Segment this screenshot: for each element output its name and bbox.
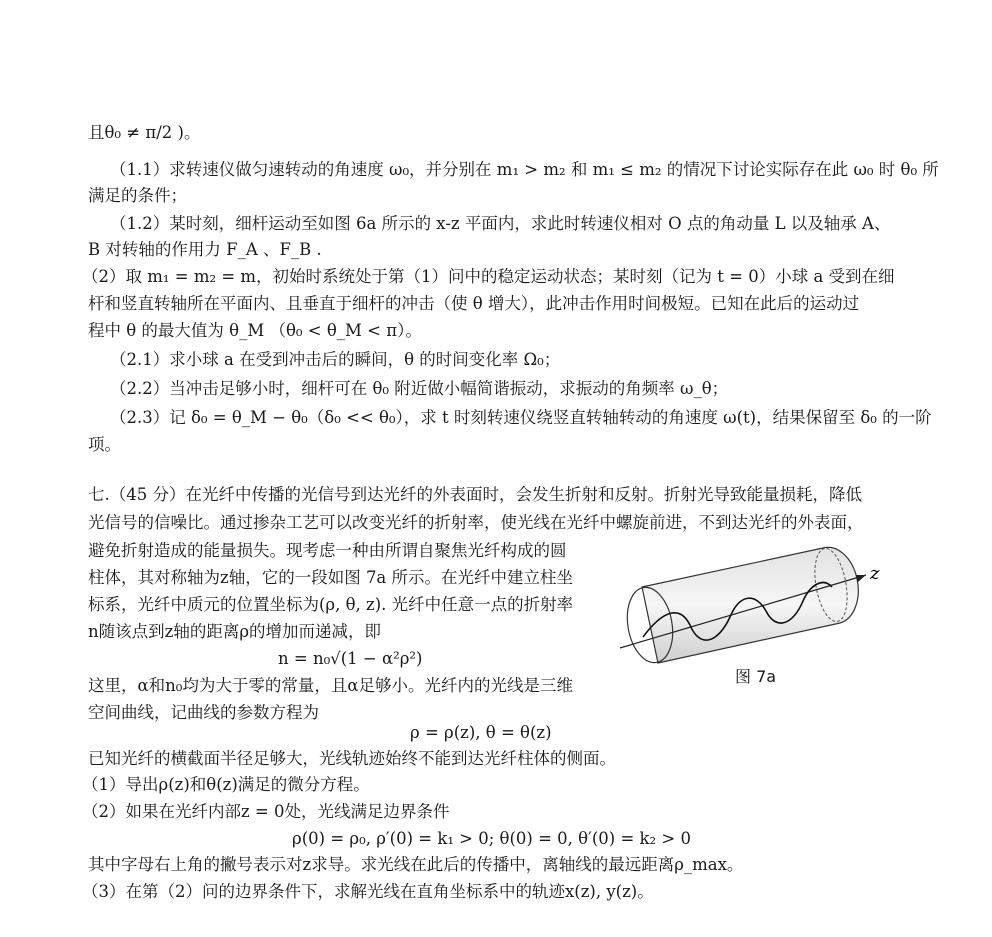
text-line-18: n随该点到z轴的距离ρ的增加而递减，即 (88, 622, 382, 641)
text-line-9: （2.1）求小球 a 在受到冲击后的瞬间，θ 的时间变化率 Ω₀； (110, 350, 561, 369)
text-line-24: 其中字母右上角的撇号表示对z求导。求光线在此后的传播中，离轴线的最远距离ρ_max。 (88, 855, 744, 874)
text-line-17: 标系，光纤中质元的位置坐标为(ρ, θ, z). 光纤中任意一点的折射率 (88, 595, 574, 614)
text-line-3: 满足的条件； (88, 186, 187, 205)
figure-caption: 图 7a (735, 667, 777, 686)
z-axis-label: z (870, 563, 880, 584)
fiber-figure (618, 545, 888, 675)
text-line-1: 且θ₀ ≠ π/2 )。 (88, 123, 201, 142)
equation-boundary: ρ(0) = ρ₀, ρ′(0) = k₁ > 0; θ(0) = 0, θ′(0) = k₂ > 0 (292, 829, 691, 848)
text-line-15: 避免折射造成的能量损失。现考虑一种由所谓自聚焦光纤构成的圆 (88, 541, 567, 560)
text-line-7: 杆和竖直转轴所在平面内、且垂直于细杆的冲击（使 θ 增大），此冲击作用时间极短。已知在此后的运动过 (88, 294, 860, 313)
text-line-6: （2）取 m₁ = m₂ = m，初始时系统处于第（1）问中的稳定运动状态；某时刻（记为 t = 0）小球 a 受到在细 (82, 267, 895, 286)
text-line-12: 项。 (88, 435, 121, 454)
text-line-5: B 对转轴的作用力 F_A 、F_B . (88, 240, 322, 259)
text-line-25: （3）在第（2）问的边界条件下，求解光线在直角坐标系中的轨迹x(z), y(z)。 (82, 882, 654, 901)
text-line-13: 七.（45 分）在光纤中传播的光信号到达光纤的外表面时，会发生折射和反射。折射光导致能量损耗，降低 (88, 485, 862, 504)
text-line-23: （2）如果在光纤内部z = 0处，光线满足边界条件 (82, 802, 450, 821)
text-line-19: 这里，α和n₀均为大于零的常量，且α足够小。光纤内的光线是三维 (88, 676, 574, 695)
text-line-20: 空间曲线，记曲线的参数方程为 (88, 703, 319, 722)
text-line-11: （2.3）记 δ₀ = θ_M − θ₀（δ₀ << θ₀），求 t 时刻转速仪绕竖直转轴转动的角速度 ω(t)，结果保留至 δ₀ 的一阶 (110, 408, 932, 427)
text-line-8: 程中 θ 的最大值为 θ_M （θ₀ < θ_M < π）。 (88, 321, 422, 340)
equation-parametric: ρ = ρ(z), θ = θ(z) (410, 723, 552, 742)
text-line-21: 已知光纤的横截面半径足够大，光线轨迹始终不能到达光纤柱体的侧面。 (88, 749, 616, 768)
fiber-cylinder (622, 546, 859, 666)
equation-refractive-index: n = n₀√(1 − α²ρ²) (278, 649, 423, 668)
text-line-10: （2.2）当冲击足够小时，细杆可在 θ₀ 附近做小幅简谐振动，求振动的角频率 ω_θ； (110, 379, 729, 398)
text-line-16: 柱体，其对称轴为z轴，它的一段如图 7a 所示。在光纤中建立柱坐 (88, 568, 574, 587)
text-line-2: （1.1）求转速仪做匀速转动的角速度 ω₀，并分别在 m₁ > m₂ 和 m₁ ≤ m₂ 的情况下讨论实际存在此 ω₀ 时 θ₀ 所 (110, 160, 939, 179)
text-line-4: （1.2）某时刻，细杆运动至如图 6a 所示的 x-z 平面内，求此时转速仪相对 O 点的角动量 L 以及轴承 A、 (110, 214, 891, 233)
text-line-14: 光信号的信噪比。通过掺杂工艺可以改变光纤的折射率，使光线在光纤中螺旋前进，不到达光纤的外表面， (88, 513, 864, 532)
text-line-22: （1）导出ρ(z)和θ(z)满足的微分方程。 (82, 775, 370, 794)
